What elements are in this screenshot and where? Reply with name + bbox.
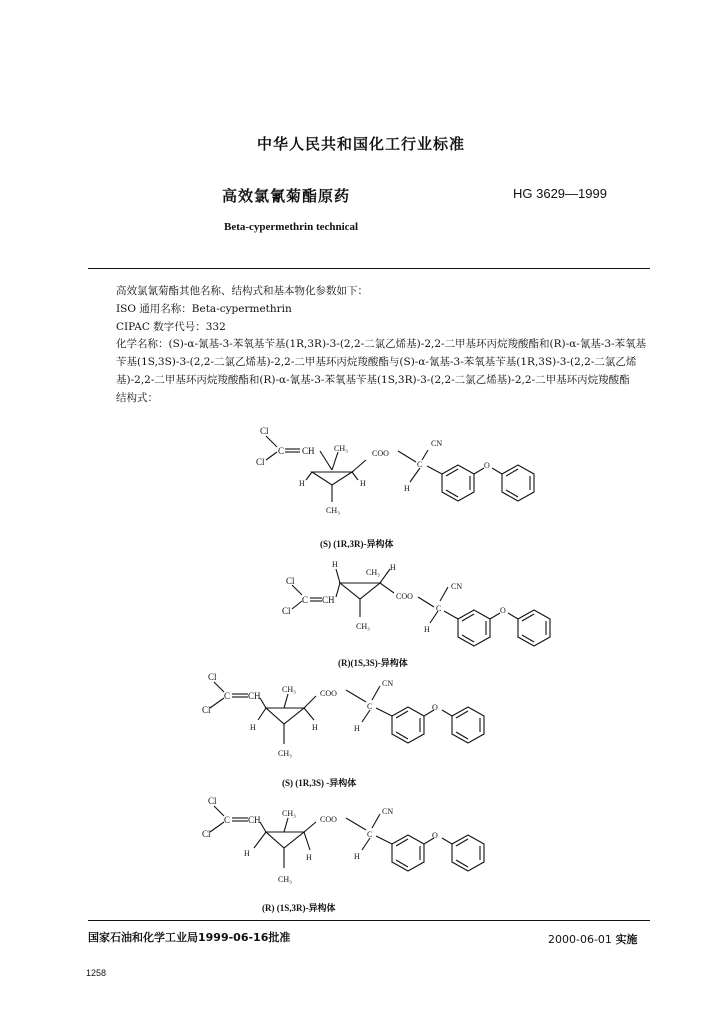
struct2-h-right: H [390, 563, 396, 572]
struct1-coo: COO [372, 449, 389, 458]
intro-line: 高效氯氰菊酯其他名称、结构式和基本物化参数如下： [116, 285, 368, 297]
chemical-name-paragraph: 化学名称：(S)-α-氰基-3-苯氧基苄基(1R,3R)-3-(2,2-二氯乙烯基)-2,2-二甲基环丙烷羧酸酯和(R)-α-氰基-3-苯氧基苄基(1S,3S)-3-(2,2-二氯乙烯基)-2,2-二甲基环丙烷羧酸酯与(S)-α-氰基-3-苯氧基苄基(1R,3S)-3-(2,2-二氯乙烯基)-2,2-二甲基环丙烷羧酸酯和(R)-α-氰基-3-苯氧基苄基(1S,3R)-3-(2,2-二氯乙烯基)-2,2-二甲基环丙烷羧酸酯 [116, 338, 647, 386]
structure-4 [196, 792, 486, 902]
structure-1 [240, 420, 540, 530]
struct4-cl-top: Cl [208, 796, 217, 806]
struct1-cl-top: Cl [260, 426, 269, 436]
struct3-coo: COO [320, 689, 337, 698]
struct4-o: O [432, 831, 438, 840]
struct1-h-left: H [299, 479, 305, 488]
body-text [88, 283, 654, 408]
struct1-h-alpha: H [404, 484, 410, 493]
cipac-code-line: CIPAC 数字代号：332 [116, 320, 226, 333]
structure-2 [278, 557, 568, 657]
struct2-cl-top: Cl [286, 576, 295, 586]
standard-number: HG 3629—1999 [513, 186, 607, 201]
struct4-ch3-top: CH₃ [282, 809, 296, 818]
struct3-ch: CH [248, 691, 261, 701]
effective-line [548, 931, 637, 947]
struct3-ch3-top: CH₃ [282, 685, 296, 694]
struct1-c: C [278, 446, 285, 456]
struct4-h-alpha: H [354, 852, 360, 861]
caption-4: (R) (1S,3R)-异构体 [262, 903, 336, 913]
struct4-cn: CN [382, 807, 394, 816]
structure-4-drawing [196, 792, 486, 902]
struct4-c-alpha: C [367, 830, 373, 839]
struct1-cl-bottom: Cl [256, 457, 265, 467]
caption-3: (S) (1R,3S) -异构体 [282, 778, 357, 788]
struct2-h-top: H [332, 560, 338, 569]
struct3-ch3-bottom: CH₃ [278, 749, 292, 758]
caption-2: (R)(1S,3S)-异构体 [338, 658, 408, 668]
struct1-o: O [484, 461, 490, 470]
document-title: 高效氯氰菊酯原药 [222, 187, 351, 205]
struct3-o: O [432, 703, 438, 712]
english-title: Beta-cypermethrin technical [224, 221, 359, 233]
struct3-cl-bottom: Cl [202, 705, 211, 715]
struct1-cn: CN [431, 439, 443, 448]
structure-2-drawing [278, 557, 568, 657]
struct4-coo: COO [320, 815, 337, 824]
struct4-h-left: H [244, 849, 250, 858]
struct4-cl-bottom: Cl [202, 829, 211, 839]
structure-3 [196, 668, 486, 778]
national-standard-header: 中华人民共和国化工行业标准 [256, 135, 465, 153]
effective-label: 实施 [615, 933, 638, 946]
page-number: 1258 [86, 968, 107, 978]
approval-line: 国家石油和化学工业局1999-06-16批准 [88, 931, 291, 944]
bottom-rule [88, 920, 650, 921]
struct2-h-alpha: H [424, 625, 430, 634]
struct2-cl-bottom: Cl [282, 606, 291, 616]
struct2-cn: CN [451, 582, 463, 591]
structure-1-drawing [240, 420, 540, 530]
struct3-cl-top: Cl [208, 672, 217, 682]
struct4-h-right: H [306, 853, 312, 862]
iso-name-line: ISO 通用名称：Beta-cypermethrin [116, 302, 292, 315]
struct3-c: C [224, 691, 231, 701]
struct2-o: O [500, 606, 506, 615]
struct3-h-right: H [312, 723, 318, 732]
struct2-coo: COO [396, 592, 413, 601]
struct1-ch3-top: CH₃ [334, 444, 348, 453]
effective-date: 2000-06-01 [548, 933, 612, 946]
struct2-ch: CH [322, 595, 335, 605]
struct3-h-left: H [250, 723, 256, 732]
struct4-ch: CH [248, 815, 261, 825]
struct4-c: C [224, 815, 231, 825]
struct1-h-right: H [360, 479, 366, 488]
caption-1: (S) (1R,3R)-异构体 [320, 539, 394, 549]
struct3-cn: CN [382, 679, 394, 688]
struct2-c: C [302, 595, 309, 605]
struct2-c-alpha: C [436, 604, 442, 613]
structure-3-drawing [196, 668, 486, 778]
struct2-ch3-top: CH₃ [366, 568, 380, 577]
struct3-h-alpha: H [354, 724, 360, 733]
top-rule [88, 268, 650, 269]
struct1-ch: CH [302, 446, 315, 456]
structure-label: 结构式： [116, 391, 158, 404]
struct1-ch3-bottom: CH₃ [326, 506, 340, 515]
struct4-ch3-bottom: CH₃ [278, 875, 292, 884]
struct2-ch3-bottom: CH₃ [356, 622, 370, 631]
struct1-c-alpha: C [417, 460, 423, 469]
struct3-c-alpha: C [367, 702, 373, 711]
